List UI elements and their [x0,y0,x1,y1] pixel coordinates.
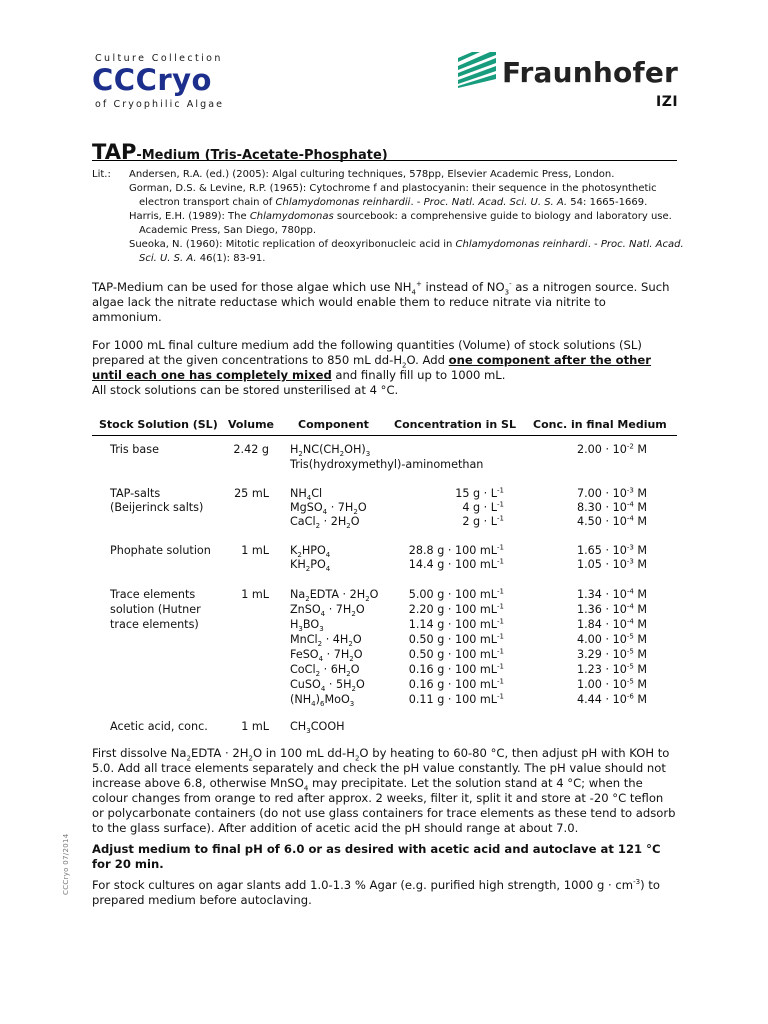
table-row-conc: 0.50 g · 100 $mL^{-1}$ [408,647,504,661]
cryophilic-algae-caption: of Cryophilic Algae [95,99,225,110]
intro-paragraph: TAP-Medium can be used for those algae which use $NH_4^+$ instead of $NO_3^-$ as a nitrogen source. Such algae lack the nitrate reductase which would enable them to reduce nitrate via nitrite to ammonium. [92,280,670,324]
procedure-paragraph: First dissolve $Na_2EDTA \cdot 2H_2O$ in 100 mL $dd-H_2O$ by heating to 60-80 °C, then adjust pH with KOH to 5.0. Add all trace elements separately and check the pH value constantly. The pH value should not increase above 6.8, otherwise MnSO$_4$ may precipitate. Let the solution stand at 4 °C; when the colour changes from orange to red after approx. 2 weeks, filter it, split it and store at -20 °C teflon or polycarbonate containers (do not use glass containers for trace elements as these tend to adsorb to the glass surface). After addition of acetic acid the pH should range at about 7.0. [92,746,676,835]
header-stock-solution: Stock Solution (SL) [99,418,218,431]
table-row-name: Tris base [110,443,159,456]
header-rule [92,435,677,436]
table-row-component: $H_2NC(CH_2OH)_3$ [290,443,371,459]
table-row-conc: 0.50 g · 100 $mL^{-1}$ [408,632,504,646]
header-volume: Volume [228,418,274,431]
fraunhofer-logo-icon [456,52,498,88]
table-row-final: $1.65 \cdot 10^{-3}$ M [577,543,648,557]
header-final-conc: Conc. in final Medium [533,418,667,431]
instructions-paragraph: For 1000 mL final culture medium add the following quantities (Volume) of stock solutions (SL) prepared at the given concentrations to 850 mL $dd-H_2O$. Add one component after the other until each one has completely mixed and finally fill up to 1000 mL. All stock solutions can be stored unsterilised at 4 °C. [92,338,651,397]
table-row-final: $1.00 \cdot 10^{-5}$ M [577,677,648,691]
ph-adjust-note: Adjust medium to final pH of 6.0 or as desired with acetic acid and autoclave at 121 °C for 20 min. [92,842,661,871]
table-row-component: $NH_4Cl$ [290,487,323,503]
table-row-volume: 1 mL [241,544,269,557]
table-row-component: MnCl$_2$ · $4H_2O$ [290,633,362,649]
table-row-component: $Na_2EDTA \cdot 2H_2O$ [290,588,379,604]
table-row-final: $8.30 \cdot 10^{-4}$ M [577,500,648,514]
table-row-component: $K_2HPO_4$ [290,544,331,560]
header-component: Component [298,418,369,431]
table-row-component: CaCl$_2$ · $2H_2O$ [290,515,360,531]
literature-entry: Harris, E.H. (1989): The Chlamydomonas sourcebook: a comprehensive guide to biology and laboratory use. Academic Press, San Diego, 780pp. [129,211,672,237]
table-row-conc: 0.11 g · 100 $mL^{-1}$ [408,692,504,706]
literature-entry: Gorman, D.S. & Levine, R.P. (1965): Cytochrome f and plastocyanin: their sequence in the photosynthetic electron transport chain of Chlamydomonas reinhardii. - Proc. Natl. Acad. Sci. U. S. A. 54: 1665-1669. [129,183,657,209]
table-row-component: CoCl$_2$ · $6H_2O$ [290,663,360,679]
table-row-conc: 1.14 g · 100 $mL^{-1}$ [408,617,504,631]
literature-entry: Sueoka, N. (1960): Mitotic replication of deoxyribonucleic acid in Chlamydomonas reinhardi. - Proc. Natl. Acad. Sci. U. S. A. 46(1): 83-91. [129,239,684,265]
cccryo-logo-text: CCCryo [92,63,212,97]
table-row-component: CuSO$_4$ · $5H_2O$ [290,678,365,694]
table-row-name: trace elements) [110,618,199,631]
agar-note: For stock cultures on agar slants add 1.0-1.3 % Agar (e.g. purified high strength, 1000 $g \cdot cm^{-3}$) to prepared medium before autoclaving. [92,878,660,907]
literature-entry: Andersen, R.A. (ed.) (2005): Algal culturing techniques, 578pp, Elsevier Academic Press, London. [129,169,615,180]
table-row-volume: 1 mL [241,720,269,733]
literature-label: Lit.: [92,169,111,180]
table-row-final: $1.84 \cdot 10^{-4}$ M [577,617,648,631]
table-row-final: $1.34 \cdot 10^{-4}$ M [577,587,648,601]
table-row-final: $4.00 \cdot 10^{-5}$ M [577,632,648,646]
table-row-name: TAP-salts [110,487,161,500]
table-row-component: $(NH_4)_6MoO_3$ [290,693,355,709]
table-row-final: $1.23 \cdot 10^{-5}$ M [577,662,648,676]
table-row-conc: 2.20 g · 100 $mL^{-1}$ [408,602,504,616]
side-date-note: CCCryo 07/2014 [62,833,70,895]
table-row-component: $KH_2PO_4$ [290,558,331,574]
table-row-final: $1.36 \cdot 10^{-4}$ M [577,602,648,616]
table-row-conc: 2 $g \cdot L^{-1}$ [462,514,504,528]
table-row-final: $4.44 \cdot 10^{-6}$ M [577,692,648,706]
table-row-volume: 25 mL [234,487,269,500]
table-row-component: FeSO$_4$ · $7H_2O$ [290,648,363,664]
culture-collection-caption: Culture Collection [95,53,223,64]
table-row-component-name: Tris(hydroxymethyl)-aminomethan [290,458,484,471]
page-title [92,140,677,164]
table-row-component: $H_3BO_3$ [290,618,324,634]
emphasis-text: one component after the other until each one has completely mixed [92,353,651,382]
table-row-name: Phophate solution [110,544,211,557]
table-row-conc: 0.16 g · 100 $mL^{-1}$ [408,677,504,691]
fraunhofer-unit: IZI [656,94,679,110]
table-row-conc: 14.4 g · 100 $mL^{-1}$ [408,557,504,571]
table-row-name: solution (Hutner [110,603,201,616]
table-row-conc: 0.16 g · 100 $mL^{-1}$ [408,662,504,676]
table-row-final: $7.00 \cdot 10^{-3}$ M [577,486,648,500]
table-row-component: ZnSO$_4$ · $7H_2O$ [290,603,365,619]
table-row-name: Acetic acid, conc. [110,720,208,733]
table-row-component: $CH_3COOH$ [290,720,345,736]
table-row-component: MgSO$_4$ · $7H_2O$ [290,501,367,517]
table-row-final: $4.50 \cdot 10^{-4}$ M [577,514,648,528]
table-row-volume: 2.42 g [233,443,269,456]
table-row-conc: 28.8 g · 100 $mL^{-1}$ [408,543,504,557]
table-row-conc: 4 $g \cdot L^{-1}$ [462,500,504,514]
table-row-final: $3.29 \cdot 10^{-5}$ M [577,647,648,661]
fraunhofer-logo-text: Fraunhofer [502,56,679,89]
title-sub: -Medium (Tris-Acetate-Phosphate) [136,148,388,163]
table-row-name: Trace elements [110,588,196,601]
title-main: TAP [92,140,137,164]
table-row-name: (Beijerinck salts) [110,501,204,514]
table-row-final: $1.05 \cdot 10^{-3}$ M [577,557,648,571]
table-row-final: $2.00 \cdot 10^{-2}$ M [577,442,648,456]
table-row-volume: 1 mL [241,588,269,601]
table-row-conc: 5.00 g · 100 $mL^{-1}$ [408,587,504,601]
header-concentration: Concentration in SL [394,418,516,431]
table-row-conc: 15 $g \cdot L^{-1}$ [455,486,504,500]
